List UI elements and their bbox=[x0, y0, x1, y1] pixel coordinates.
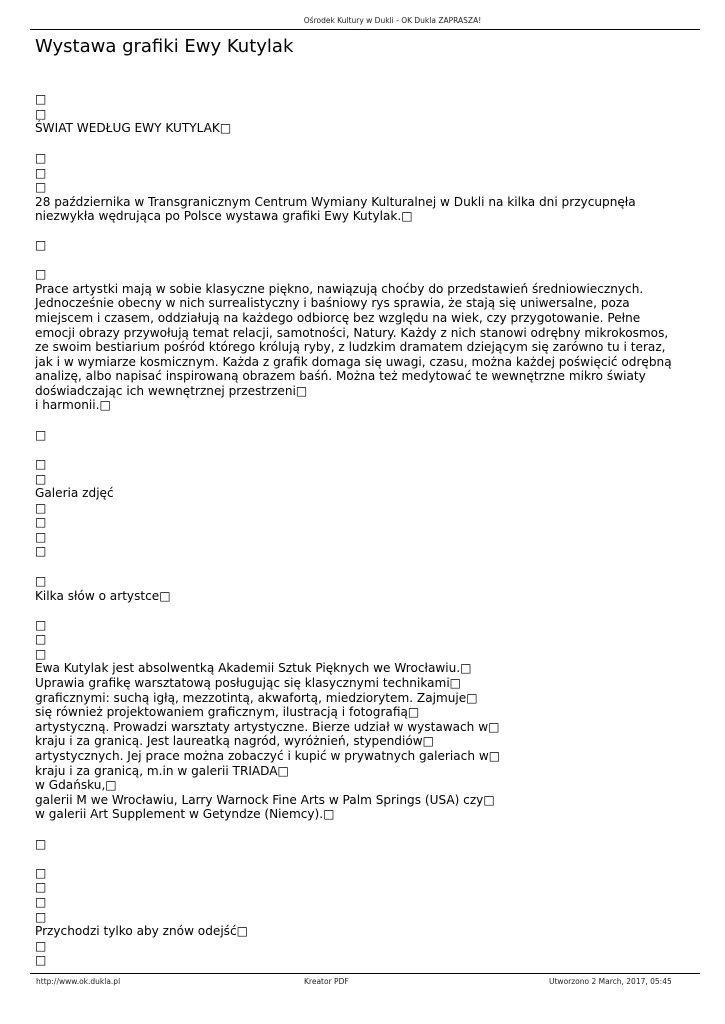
text-line: □ bbox=[35, 238, 47, 252]
footer-creator: Kreator PDF bbox=[304, 977, 349, 986]
text-line: doświadczając ich wewnętrznej przestrzeni□ bbox=[35, 384, 308, 398]
text-line: □ bbox=[35, 647, 47, 661]
text-line: artystyczną. Prowadzi warsztaty artystyczne. Bierze udział w wystawach w□ bbox=[35, 720, 500, 734]
text-line: galerii M we Wrocławiu, Larry Warnock Fine Arts w Palm Springs (USA) czy□ bbox=[35, 793, 495, 807]
text-line: jak i w wymiarze kosmicznym. Każda z grafik domaga się uwagi, czasu, można każdej poświęcić odrębną bbox=[35, 355, 672, 369]
text-line: □ bbox=[35, 953, 47, 967]
text-line: □ bbox=[35, 530, 47, 544]
text-line: w galerii Art Supplement w Getyndze (Niemcy).□ bbox=[35, 807, 335, 821]
text-line: □ bbox=[35, 895, 47, 909]
article-title: Wystawa grafiki Ewy Kutylak bbox=[35, 36, 294, 57]
header-rule bbox=[30, 29, 700, 30]
text-line: graficznymi: suchą igłą, mezzotintą, akwafortą, miedziorytem. Zajmuje□ bbox=[35, 691, 478, 705]
text-line: □ bbox=[35, 544, 47, 558]
text-line: □ bbox=[35, 501, 47, 515]
footer-rule bbox=[30, 973, 700, 974]
text-line: artystycznych. Jej prace można zobaczyć i kupić w prywatnych galeriach w□ bbox=[35, 749, 501, 763]
text-line: Przychodzi tylko aby znów odejść□ bbox=[35, 924, 249, 938]
text-line: niezwykła wędrująca po Polsce wystawa grafiki Ewy Kutylak.□ bbox=[35, 209, 413, 223]
text-line: emocji obrazy przywołują temat relacji, samotności, Natury. Każdy z nich stanowi odrębny mikrokosmos, bbox=[35, 326, 669, 340]
text-line: miejscem i czasem, oddziałują na każdego odbiorcę bez względu na wiek, czy przygotowanie. Pełne bbox=[35, 311, 641, 325]
text-line: w Gdańsku,□ bbox=[35, 778, 117, 792]
text-line: □ bbox=[35, 457, 47, 471]
text-line: □ bbox=[35, 107, 47, 121]
text-line: analizę, albo napisać inspirowaną obrazem baśń. Można też medytować te wewnętrzne mikro światy bbox=[35, 369, 646, 383]
text-line: □ bbox=[35, 515, 47, 529]
text-line: 28 października w Transgranicznym Centrum Wymiany Kulturalnej w Dukli na kilka dni przycupnęła bbox=[35, 195, 636, 209]
text-line: Prace artystki mają w sobie klasyczne piękno, nawiązują choćby do przedstawień średniowiecznych. bbox=[35, 282, 644, 296]
text-line: ze swoim bestiarium pośród którego królują ryby, z ludzkim dramatem dziejącym się zarówno tu i teraz, bbox=[35, 340, 666, 354]
section-heading: Kilka słów o artystce□ bbox=[35, 589, 171, 603]
text-line: □ bbox=[35, 866, 47, 880]
text-line: □ bbox=[35, 92, 47, 106]
text-line: Jednocześnie obecny w nich surrealistyczny i baśniowy rys sprawia, że stają się uniwersalne, poza bbox=[35, 296, 630, 310]
text-line: kraju i za granicą. Jest laureatką nagród, wyróżnień, stypendiów□ bbox=[35, 734, 435, 748]
text-line: □ bbox=[35, 837, 47, 851]
text-line: □ bbox=[35, 472, 47, 486]
text-line: □ bbox=[35, 618, 47, 632]
footer-created-date: Utworzono 2 March, 2017, 05:45 bbox=[549, 977, 672, 986]
section-heading: ŚWIAT WEDŁUG EWY KUTYLAK□ bbox=[35, 121, 232, 135]
text-line: □ bbox=[35, 632, 47, 646]
gallery-link[interactable]: Galeria zdjęć bbox=[35, 486, 114, 500]
text-line: kraju i za granicą, m.in w galerii TRIADA□ bbox=[35, 764, 289, 778]
text-line: Uprawia grafikę warsztatową posługując się klasycznymi technikami□ bbox=[35, 676, 462, 690]
text-line: □ bbox=[35, 151, 47, 165]
text-line: się również projektowaniem graficznym, ilustracją i fotografią□ bbox=[35, 705, 420, 719]
page-header: Ośrodek Kultury w Dukli - OK Dukla ZAPRASZA! bbox=[303, 16, 482, 25]
footer-url-link[interactable]: http://www.ok.dukla.pl bbox=[36, 977, 121, 986]
text-line: □ bbox=[35, 880, 47, 894]
text-line: □ bbox=[35, 910, 47, 924]
text-line: Ewa Kutylak jest absolwentką Akademii Sztuk Pięknych we Wrocławiu.□ bbox=[35, 661, 472, 675]
text-line: □ bbox=[35, 428, 47, 442]
text-line: □ bbox=[35, 574, 47, 588]
text-line: □ bbox=[35, 267, 47, 281]
text-line: □ bbox=[35, 166, 47, 180]
text-line: □ bbox=[35, 939, 47, 953]
text-line: i harmonii.□ bbox=[35, 398, 111, 412]
text-line: □ bbox=[35, 180, 47, 194]
